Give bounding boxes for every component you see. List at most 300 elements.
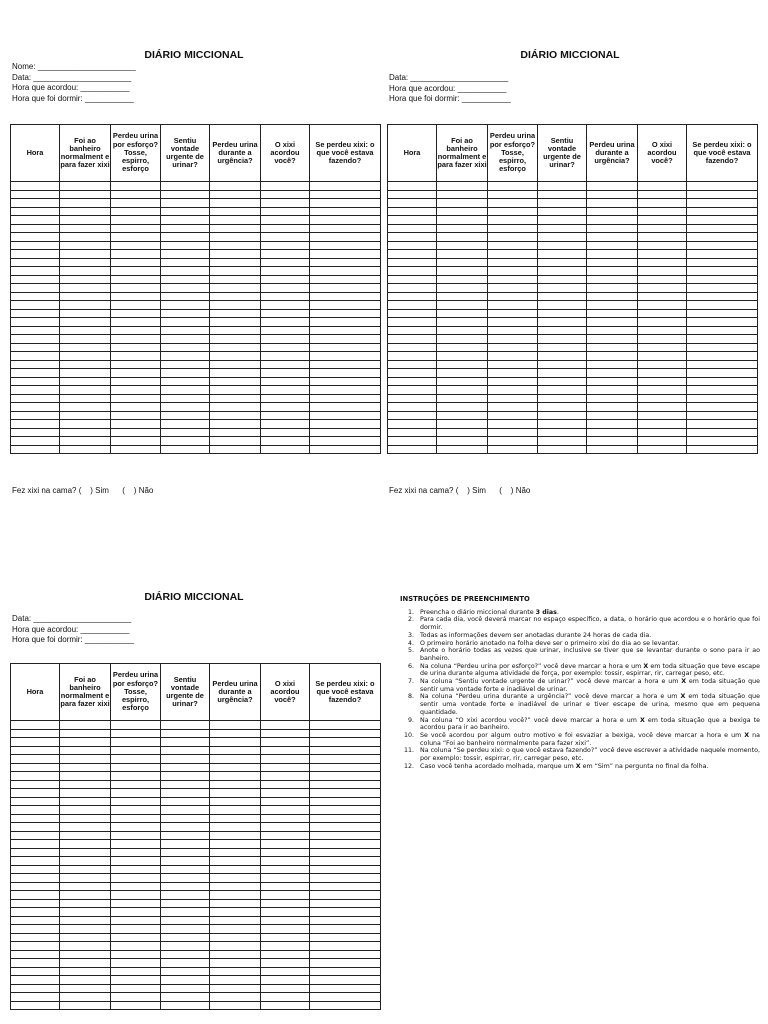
entry-cell[interactable] (310, 233, 381, 242)
entry-cell[interactable] (161, 874, 210, 883)
entry-cell[interactable] (11, 857, 60, 866)
entry-cell[interactable] (587, 326, 638, 335)
entry-cell[interactable] (310, 916, 381, 925)
entry-cell[interactable] (538, 250, 587, 259)
entry-cell[interactable] (161, 857, 210, 866)
entry-cell[interactable] (11, 831, 60, 840)
entry-cell[interactable] (60, 848, 111, 857)
entry-cell[interactable] (11, 284, 60, 293)
entry-cell[interactable] (587, 445, 638, 454)
entry-cell[interactable] (687, 190, 758, 199)
entry-cell[interactable] (111, 207, 161, 216)
entry-cell[interactable] (111, 428, 161, 437)
entry-cell[interactable] (310, 301, 381, 310)
entry-cell[interactable] (261, 755, 310, 764)
entry-cell[interactable] (60, 224, 111, 233)
entry-cell[interactable] (388, 292, 437, 301)
entry-cell[interactable] (261, 967, 310, 976)
entry-cell[interactable] (687, 335, 758, 344)
entry-cell[interactable] (310, 377, 381, 386)
entry-cell[interactable] (538, 360, 587, 369)
entry-cell[interactable] (587, 360, 638, 369)
entry-cell[interactable] (210, 976, 261, 985)
entry-cell[interactable] (638, 216, 687, 225)
entry-cell[interactable] (261, 182, 310, 191)
entry-cell[interactable] (60, 216, 111, 225)
entry-cell[interactable] (437, 284, 488, 293)
entry-cell[interactable] (161, 420, 210, 429)
entry-cell[interactable] (111, 772, 161, 781)
entry-cell[interactable] (11, 377, 60, 386)
entry-cell[interactable] (437, 292, 488, 301)
field-data[interactable]: Data: ______________________ (389, 73, 509, 82)
entry-cell[interactable] (161, 865, 210, 874)
entry-cell[interactable] (437, 352, 488, 361)
entry-cell[interactable] (11, 343, 60, 352)
entry-cell[interactable] (538, 377, 587, 386)
entry-cell[interactable] (437, 301, 488, 310)
entry-cell[interactable] (310, 806, 381, 815)
entry-cell[interactable] (161, 335, 210, 344)
entry-cell[interactable] (161, 326, 210, 335)
entry-cell[interactable] (161, 797, 210, 806)
entry-cell[interactable] (210, 241, 261, 250)
entry-cell[interactable] (60, 326, 111, 335)
entry-cell[interactable] (687, 258, 758, 267)
entry-cell[interactable] (210, 891, 261, 900)
entry-cell[interactable] (60, 814, 111, 823)
entry-cell[interactable] (261, 891, 310, 900)
entry-cell[interactable] (261, 882, 310, 891)
entry-cell[interactable] (261, 309, 310, 318)
entry-cell[interactable] (488, 394, 538, 403)
entry-cell[interactable] (587, 250, 638, 259)
entry-cell[interactable] (210, 267, 261, 276)
entry-cell[interactable] (437, 275, 488, 284)
entry-cell[interactable] (161, 772, 210, 781)
entry-cell[interactable] (60, 267, 111, 276)
entry-cell[interactable] (161, 292, 210, 301)
entry-cell[interactable] (210, 343, 261, 352)
entry-cell[interactable] (261, 199, 310, 208)
entry-cell[interactable] (210, 445, 261, 454)
entry-cell[interactable] (310, 993, 381, 1002)
entry-cell[interactable] (261, 721, 310, 730)
entry-cell[interactable] (161, 746, 210, 755)
entry-cell[interactable] (60, 993, 111, 1002)
entry-cell[interactable] (638, 207, 687, 216)
entry-cell[interactable] (261, 848, 310, 857)
entry-cell[interactable] (310, 882, 381, 891)
entry-cell[interactable] (11, 420, 60, 429)
entry-cell[interactable] (161, 950, 210, 959)
entry-cell[interactable] (538, 343, 587, 352)
entry-cell[interactable] (111, 258, 161, 267)
entry-cell[interactable] (60, 284, 111, 293)
entry-cell[interactable] (210, 950, 261, 959)
entry-cell[interactable] (310, 959, 381, 968)
entry-cell[interactable] (11, 780, 60, 789)
entry-cell[interactable] (111, 241, 161, 250)
entry-cell[interactable] (388, 377, 437, 386)
entry-cell[interactable] (111, 199, 161, 208)
entry-cell[interactable] (11, 772, 60, 781)
entry-cell[interactable] (261, 746, 310, 755)
entry-cell[interactable] (11, 411, 60, 420)
entry-cell[interactable] (261, 874, 310, 883)
entry-cell[interactable] (11, 428, 60, 437)
entry-cell[interactable] (261, 377, 310, 386)
entry-cell[interactable] (60, 874, 111, 883)
entry-cell[interactable] (587, 343, 638, 352)
entry-cell[interactable] (161, 394, 210, 403)
entry-cell[interactable] (261, 275, 310, 284)
entry-cell[interactable] (210, 857, 261, 866)
entry-cell[interactable] (638, 326, 687, 335)
entry-cell[interactable] (538, 292, 587, 301)
entry-cell[interactable] (388, 445, 437, 454)
entry-cell[interactable] (388, 258, 437, 267)
entry-cell[interactable] (388, 224, 437, 233)
entry-cell[interactable] (687, 199, 758, 208)
entry-cell[interactable] (210, 284, 261, 293)
entry-cell[interactable] (161, 360, 210, 369)
entry-cell[interactable] (310, 335, 381, 344)
entry-cell[interactable] (587, 224, 638, 233)
entry-cell[interactable] (261, 335, 310, 344)
entry-cell[interactable] (538, 411, 587, 420)
entry-cell[interactable] (687, 326, 758, 335)
entry-cell[interactable] (161, 267, 210, 276)
entry-cell[interactable] (11, 959, 60, 968)
entry-cell[interactable] (261, 933, 310, 942)
entry-cell[interactable] (210, 394, 261, 403)
entry-cell[interactable] (11, 335, 60, 344)
entry-cell[interactable] (538, 352, 587, 361)
entry-cell[interactable] (587, 335, 638, 344)
entry-cell[interactable] (687, 284, 758, 293)
entry-cell[interactable] (261, 993, 310, 1002)
entry-cell[interactable] (488, 190, 538, 199)
entry-cell[interactable] (111, 394, 161, 403)
entry-cell[interactable] (60, 369, 111, 378)
entry-cell[interactable] (210, 908, 261, 917)
field-hora-dormir[interactable]: Hora que foi dormir: ___________ (12, 635, 134, 644)
entry-cell[interactable] (687, 369, 758, 378)
entry-cell[interactable] (60, 780, 111, 789)
entry-cell[interactable] (60, 386, 111, 395)
entry-cell[interactable] (11, 352, 60, 361)
entry-cell[interactable] (60, 301, 111, 310)
entry-cell[interactable] (687, 233, 758, 242)
entry-cell[interactable] (687, 241, 758, 250)
entry-cell[interactable] (310, 428, 381, 437)
entry-cell[interactable] (210, 207, 261, 216)
entry-cell[interactable] (11, 326, 60, 335)
entry-cell[interactable] (587, 233, 638, 242)
entry-cell[interactable] (488, 233, 538, 242)
entry-cell[interactable] (161, 925, 210, 934)
entry-cell[interactable] (538, 199, 587, 208)
entry-cell[interactable] (11, 360, 60, 369)
entry-cell[interactable] (488, 411, 538, 420)
entry-cell[interactable] (111, 763, 161, 772)
entry-cell[interactable] (60, 182, 111, 191)
entry-cell[interactable] (488, 386, 538, 395)
entry-cell[interactable] (161, 959, 210, 968)
entry-cell[interactable] (388, 386, 437, 395)
entry-cell[interactable] (437, 224, 488, 233)
entry-cell[interactable] (11, 1001, 60, 1010)
entry-cell[interactable] (161, 942, 210, 951)
entry-cell[interactable] (210, 874, 261, 883)
entry-cell[interactable] (161, 916, 210, 925)
entry-cell[interactable] (638, 428, 687, 437)
entry-cell[interactable] (111, 309, 161, 318)
entry-cell[interactable] (310, 950, 381, 959)
diary-1-bed-question[interactable]: Fez xixi na cama? ( ) Sim ( ) Não (12, 486, 154, 495)
entry-cell[interactable] (261, 738, 310, 747)
entry-cell[interactable] (60, 840, 111, 849)
entry-cell[interactable] (161, 301, 210, 310)
entry-cell[interactable] (638, 284, 687, 293)
entry-cell[interactable] (210, 199, 261, 208)
entry-cell[interactable] (111, 224, 161, 233)
entry-cell[interactable] (161, 721, 210, 730)
entry-cell[interactable] (437, 428, 488, 437)
entry-cell[interactable] (60, 360, 111, 369)
entry-cell[interactable] (210, 275, 261, 284)
entry-cell[interactable] (261, 284, 310, 293)
entry-cell[interactable] (587, 428, 638, 437)
entry-cell[interactable] (638, 301, 687, 310)
entry-cell[interactable] (210, 403, 261, 412)
entry-cell[interactable] (261, 318, 310, 327)
entry-cell[interactable] (687, 216, 758, 225)
entry-cell[interactable] (538, 326, 587, 335)
entry-cell[interactable] (161, 233, 210, 242)
entry-cell[interactable] (161, 258, 210, 267)
entry-cell[interactable] (587, 394, 638, 403)
entry-cell[interactable] (310, 250, 381, 259)
entry-cell[interactable] (111, 386, 161, 395)
entry-cell[interactable] (11, 950, 60, 959)
entry-cell[interactable] (488, 182, 538, 191)
entry-cell[interactable] (388, 420, 437, 429)
entry-cell[interactable] (488, 445, 538, 454)
entry-cell[interactable] (261, 250, 310, 259)
entry-cell[interactable] (310, 343, 381, 352)
entry-cell[interactable] (587, 411, 638, 420)
entry-cell[interactable] (161, 445, 210, 454)
entry-cell[interactable] (310, 925, 381, 934)
entry-cell[interactable] (60, 916, 111, 925)
entry-cell[interactable] (638, 394, 687, 403)
entry-cell[interactable] (388, 267, 437, 276)
entry-cell[interactable] (210, 925, 261, 934)
entry-cell[interactable] (261, 1001, 310, 1010)
entry-cell[interactable] (638, 343, 687, 352)
entry-cell[interactable] (310, 224, 381, 233)
entry-cell[interactable] (111, 411, 161, 420)
entry-cell[interactable] (210, 258, 261, 267)
entry-cell[interactable] (538, 309, 587, 318)
entry-cell[interactable] (11, 738, 60, 747)
entry-cell[interactable] (687, 437, 758, 446)
entry-cell[interactable] (687, 301, 758, 310)
entry-cell[interactable] (11, 874, 60, 883)
entry-cell[interactable] (687, 309, 758, 318)
entry-cell[interactable] (388, 250, 437, 259)
entry-cell[interactable] (687, 318, 758, 327)
entry-cell[interactable] (210, 848, 261, 857)
entry-cell[interactable] (638, 352, 687, 361)
entry-cell[interactable] (310, 352, 381, 361)
entry-cell[interactable] (60, 908, 111, 917)
entry-cell[interactable] (210, 292, 261, 301)
entry-cell[interactable] (111, 738, 161, 747)
entry-cell[interactable] (210, 437, 261, 446)
entry-cell[interactable] (210, 763, 261, 772)
entry-cell[interactable] (310, 369, 381, 378)
entry-cell[interactable] (161, 848, 210, 857)
entry-cell[interactable] (11, 309, 60, 318)
entry-cell[interactable] (587, 301, 638, 310)
entry-cell[interactable] (638, 369, 687, 378)
entry-cell[interactable] (388, 352, 437, 361)
entry-cell[interactable] (310, 275, 381, 284)
entry-cell[interactable] (261, 326, 310, 335)
entry-cell[interactable] (488, 199, 538, 208)
entry-cell[interactable] (210, 993, 261, 1002)
entry-cell[interactable] (111, 916, 161, 925)
entry-cell[interactable] (687, 377, 758, 386)
entry-cell[interactable] (11, 386, 60, 395)
entry-cell[interactable] (210, 899, 261, 908)
entry-cell[interactable] (388, 284, 437, 293)
entry-cell[interactable] (437, 445, 488, 454)
entry-cell[interactable] (111, 848, 161, 857)
entry-cell[interactable] (60, 746, 111, 755)
entry-cell[interactable] (261, 763, 310, 772)
entry-cell[interactable] (488, 360, 538, 369)
entry-cell[interactable] (60, 318, 111, 327)
entry-cell[interactable] (310, 814, 381, 823)
entry-cell[interactable] (261, 840, 310, 849)
entry-cell[interactable] (638, 318, 687, 327)
entry-cell[interactable] (261, 224, 310, 233)
entry-cell[interactable] (210, 865, 261, 874)
entry-cell[interactable] (261, 386, 310, 395)
entry-cell[interactable] (60, 721, 111, 730)
entry-cell[interactable] (261, 343, 310, 352)
entry-cell[interactable] (310, 190, 381, 199)
entry-cell[interactable] (111, 925, 161, 934)
entry-cell[interactable] (11, 942, 60, 951)
entry-cell[interactable] (111, 874, 161, 883)
entry-cell[interactable] (111, 326, 161, 335)
entry-cell[interactable] (161, 207, 210, 216)
entry-cell[interactable] (111, 721, 161, 730)
entry-cell[interactable] (60, 772, 111, 781)
entry-cell[interactable] (11, 755, 60, 764)
entry-cell[interactable] (11, 207, 60, 216)
entry-cell[interactable] (388, 360, 437, 369)
entry-cell[interactable] (310, 789, 381, 798)
entry-cell[interactable] (538, 335, 587, 344)
entry-cell[interactable] (261, 394, 310, 403)
entry-cell[interactable] (11, 729, 60, 738)
entry-cell[interactable] (161, 199, 210, 208)
entry-cell[interactable] (638, 403, 687, 412)
entry-cell[interactable] (11, 437, 60, 446)
entry-cell[interactable] (687, 207, 758, 216)
entry-cell[interactable] (310, 403, 381, 412)
entry-cell[interactable] (437, 182, 488, 191)
entry-cell[interactable] (11, 967, 60, 976)
entry-cell[interactable] (60, 428, 111, 437)
entry-cell[interactable] (60, 1001, 111, 1010)
entry-cell[interactable] (161, 840, 210, 849)
entry-cell[interactable] (261, 360, 310, 369)
entry-cell[interactable] (161, 1001, 210, 1010)
entry-cell[interactable] (111, 284, 161, 293)
entry-cell[interactable] (161, 343, 210, 352)
entry-cell[interactable] (388, 301, 437, 310)
entry-cell[interactable] (538, 318, 587, 327)
entry-cell[interactable] (437, 258, 488, 267)
entry-cell[interactable] (310, 729, 381, 738)
entry-cell[interactable] (310, 755, 381, 764)
entry-cell[interactable] (111, 959, 161, 968)
entry-cell[interactable] (161, 814, 210, 823)
entry-cell[interactable] (11, 258, 60, 267)
field-nome[interactable]: Nome: ______________________ (12, 62, 136, 71)
entry-cell[interactable] (161, 369, 210, 378)
entry-cell[interactable] (261, 797, 310, 806)
entry-cell[interactable] (210, 182, 261, 191)
entry-cell[interactable] (111, 437, 161, 446)
entry-cell[interactable] (488, 377, 538, 386)
entry-cell[interactable] (261, 445, 310, 454)
entry-cell[interactable] (210, 823, 261, 832)
entry-cell[interactable] (638, 386, 687, 395)
entry-cell[interactable] (210, 721, 261, 730)
entry-cell[interactable] (587, 369, 638, 378)
entry-cell[interactable] (638, 420, 687, 429)
entry-cell[interactable] (687, 275, 758, 284)
entry-cell[interactable] (261, 428, 310, 437)
entry-cell[interactable] (11, 233, 60, 242)
entry-cell[interactable] (638, 182, 687, 191)
entry-cell[interactable] (310, 1001, 381, 1010)
entry-cell[interactable] (11, 882, 60, 891)
entry-cell[interactable] (210, 386, 261, 395)
entry-cell[interactable] (60, 207, 111, 216)
entry-cell[interactable] (587, 199, 638, 208)
entry-cell[interactable] (60, 309, 111, 318)
entry-cell[interactable] (60, 925, 111, 934)
entry-cell[interactable] (11, 403, 60, 412)
entry-cell[interactable] (261, 369, 310, 378)
entry-cell[interactable] (587, 386, 638, 395)
entry-cell[interactable] (538, 233, 587, 242)
entry-cell[interactable] (687, 394, 758, 403)
entry-cell[interactable] (388, 233, 437, 242)
entry-cell[interactable] (60, 437, 111, 446)
entry-cell[interactable] (210, 780, 261, 789)
entry-cell[interactable] (60, 882, 111, 891)
